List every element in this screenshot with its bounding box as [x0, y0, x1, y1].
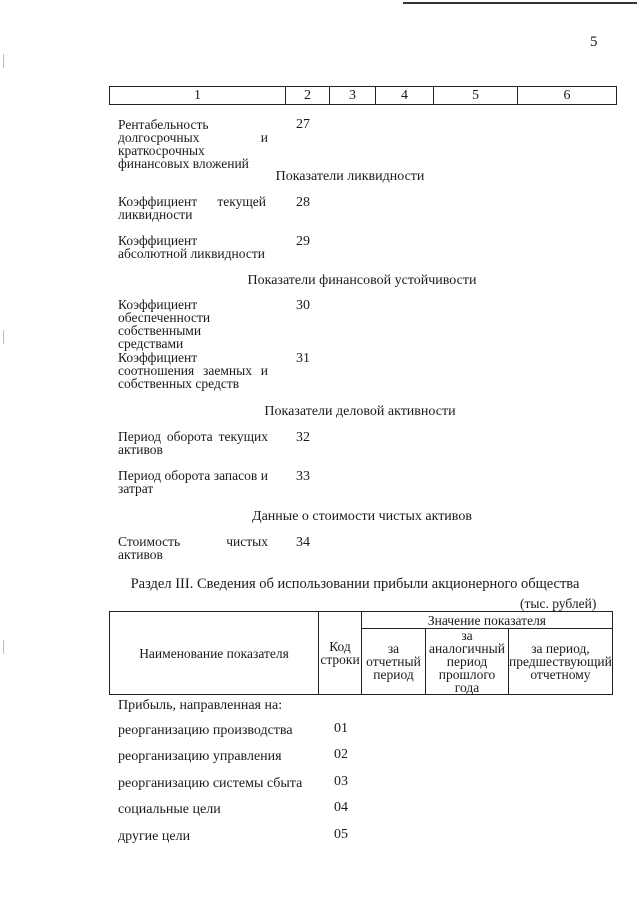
col-num-1: 1 [110, 87, 286, 105]
indicator-code: 28 [296, 195, 310, 210]
indicator-code: 27 [296, 117, 310, 132]
indicator-label: Коэффициент соотношения заемных и собственных средств [118, 350, 268, 391]
page-number: 5 [590, 34, 598, 50]
section-heading-net-assets: Данные о стоимости чистых активов [252, 509, 472, 524]
section-heading-activity: Показатели деловой активности [264, 404, 456, 419]
scan-edge-mark [3, 330, 4, 344]
profit-row-code: 03 [334, 774, 348, 789]
col-num-5: 5 [434, 87, 518, 105]
indicator-code: 34 [296, 535, 310, 550]
indicator-label: Период оборота текущих активов [118, 429, 268, 457]
col-num-3: 3 [330, 87, 376, 105]
header-name: Наименование показателя [110, 612, 319, 695]
indicator-label: Коэффициент абсолютной ликвидности [118, 233, 265, 261]
section-heading-liquidity: Показатели ликвидности [275, 169, 425, 184]
profit-row-code: 05 [334, 827, 348, 842]
header-code: Код строки [319, 612, 362, 695]
header-col-preceding: за период, предшествующий отчетному [509, 629, 613, 695]
profit-row-label: реорганизацию управления [118, 749, 282, 764]
profit-row-label: другие цели [118, 829, 191, 844]
top-rule [403, 2, 637, 4]
units-label: (тыс. рублей) [520, 596, 597, 611]
indicator-label: Период оборота запасов и затрат [118, 468, 268, 496]
profit-row-label: реорганизацию системы сбыта [118, 776, 303, 791]
indicator-code: 30 [296, 298, 310, 313]
indicator-label: Коэффициент текущей ликвидности [118, 194, 266, 222]
indicator-code: 32 [296, 430, 310, 445]
indicator-label: Стоимость чистых активов [118, 534, 268, 562]
indicator-code: 29 [296, 234, 310, 249]
profit-row-label: реорганизацию производства [118, 723, 293, 738]
header-value: Значение показателя [362, 612, 613, 629]
profit-row-label: социальные цели [118, 802, 221, 817]
profit-row-code: 02 [334, 747, 348, 762]
header-col-current: за отчетный период [362, 629, 426, 695]
column-number-row [109, 86, 617, 105]
indicator-code: 31 [296, 351, 310, 366]
indicator-label: Рентабельность долгосрочных и краткосрочных финансовых вложений [118, 117, 268, 171]
profit-row-code: 04 [334, 800, 348, 815]
profit-usage-table-header [109, 611, 613, 695]
col-num-2: 2 [286, 87, 330, 105]
indicator-code: 33 [296, 469, 310, 484]
section-3-title: Раздел III. Сведения об использовании прибыли акционерного общества [130, 576, 580, 592]
profit-intro: Прибыль, направленная на: [118, 698, 283, 713]
indicator-label: Коэффициент обеспеченности собственными средствами [118, 297, 211, 351]
header-col-prev-year: за аналогичный период прошлого года [426, 629, 509, 695]
scan-edge-mark [3, 54, 4, 68]
col-num-4: 4 [376, 87, 434, 105]
col-num-6: 6 [518, 87, 617, 105]
profit-row-code: 01 [334, 721, 348, 736]
scan-edge-mark [3, 640, 4, 654]
section-heading-stability: Показатели финансовой устойчивости [247, 273, 477, 288]
